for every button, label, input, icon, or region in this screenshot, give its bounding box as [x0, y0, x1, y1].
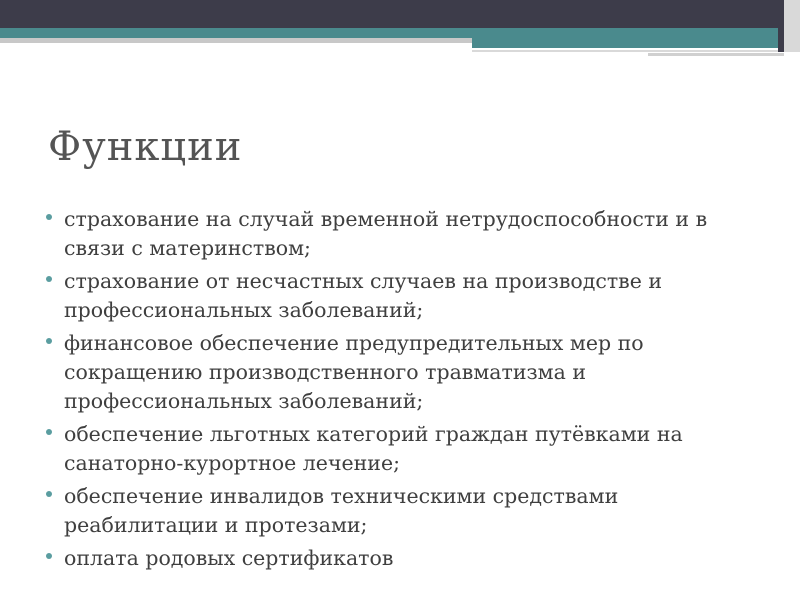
header-corner-light: [784, 0, 800, 52]
bullet-dot-icon: [46, 338, 52, 344]
bullet-item: [45, 544, 765, 573]
bullet-dot-icon: [46, 491, 52, 497]
bullet-text: страхование от несчастных случаев на производстве и профессиональных заболеваний;: [64, 269, 663, 322]
slide-title: Функции: [48, 124, 243, 170]
bullet-dot-icon: [46, 276, 52, 282]
bullet-dot-icon: [46, 429, 52, 435]
bullet-text: оплата родовых сертификатов: [64, 546, 394, 570]
bullet-text: обеспечение инвалидов техническими средствами реабилитации и протезами;: [64, 484, 619, 537]
header-teal-bar: [0, 28, 778, 38]
bullet-item: [45, 205, 765, 263]
bullet-dot-icon: [46, 214, 52, 220]
bullet-item: [45, 329, 765, 416]
bullet-list: [45, 205, 765, 577]
header-teal-bar-right: [472, 38, 778, 48]
bullet-item: [45, 267, 765, 325]
bullet-item: [45, 482, 765, 540]
bullet-text: обеспечение льготных категорий граждан путёвками на санаторно-курортное лечение;: [64, 422, 683, 475]
bullet-text: страхование на случай временной нетрудоспособности и в связи с материнством;: [64, 207, 708, 260]
header-bottom-line: [648, 53, 784, 56]
bullet-item: [45, 420, 765, 478]
header-light-line: [472, 50, 778, 52]
bullet-dot-icon: [46, 553, 52, 559]
bullet-text: финансовое обеспечение предупредительных мер по сокращению производственного травматизма и профессиональных заболеваний;: [64, 331, 644, 413]
header-dark-bar: [0, 0, 778, 28]
header-grey-line: [0, 38, 472, 43]
